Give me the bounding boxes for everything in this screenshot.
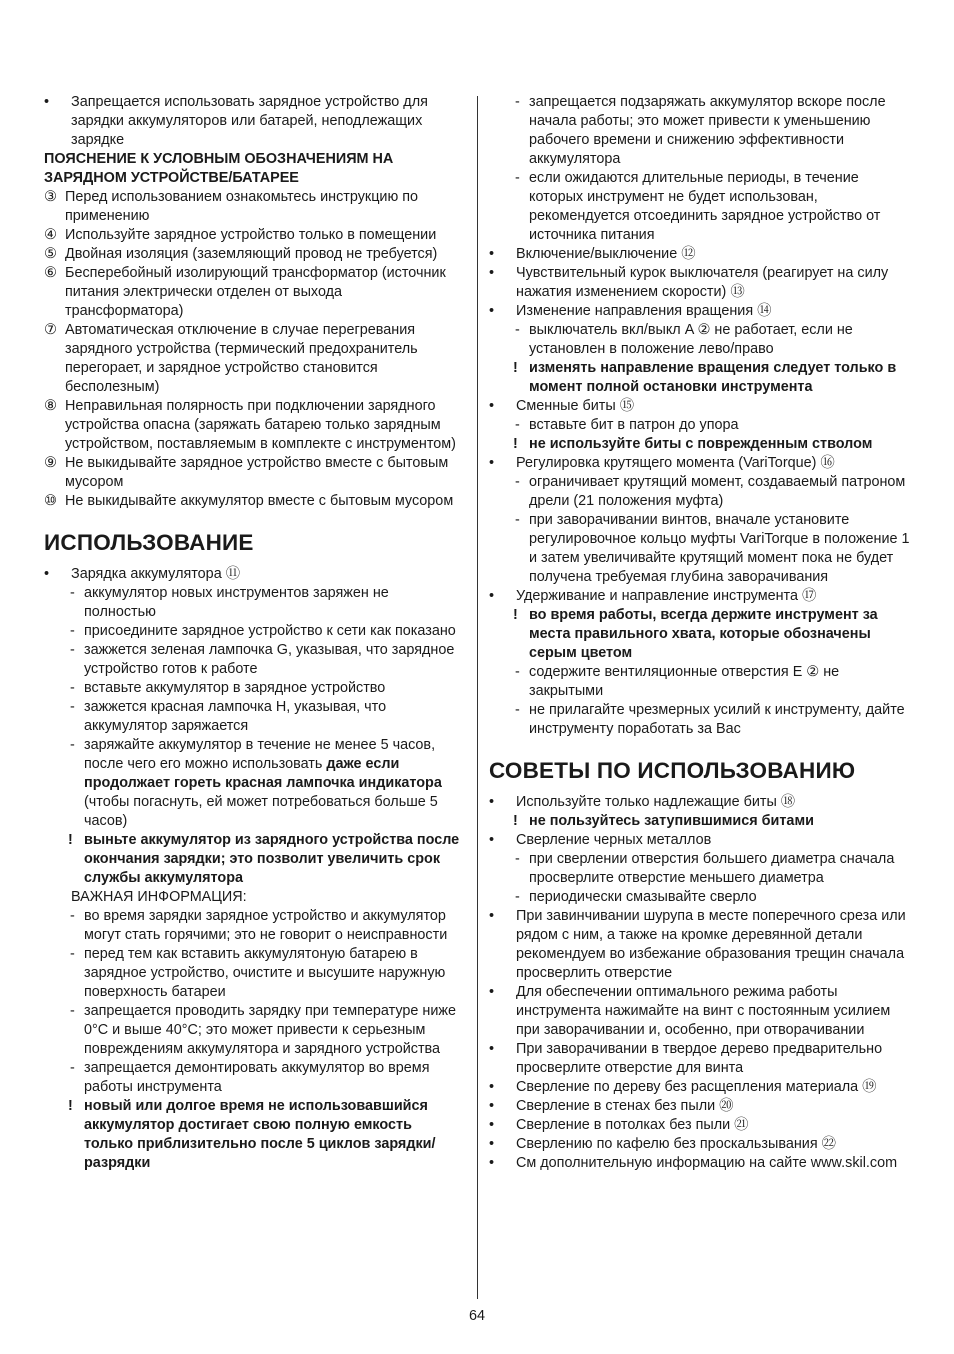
exclamation-marker: ! — [513, 813, 518, 829]
symbol-item: ⑥ Бесперебойный изолирующий трансформатор (источник питания электрически отделен от выхода трансформатора) — [44, 265, 446, 319]
section-title-tips: СОВЕТЫ ПО ИСПОЛЬЗОВАНИЮ — [489, 758, 856, 783]
bullet-marker: • — [489, 1041, 495, 1057]
bullet-marker: • — [489, 303, 495, 319]
list-item: • Изменение направления вращения ⑭ — [489, 303, 772, 319]
symbol-number: ⑤ — [44, 246, 57, 262]
sub-item: - заряжайте аккумулятор в течение не менее 5 часов, после чего его можно использовать даже если продолжает гореть красная лампочка индикатора (чтобы погаснуть, ей может потребоваться больше 5 часов) — [70, 737, 442, 829]
bullet-marker: • — [489, 984, 495, 1000]
sub-item: - запрещается проводить зарядку при температуре ниже 0°C и выше 40°C; это может привести к серьезным повреждениям аккумулятора и зарядного устройства — [70, 1003, 457, 1057]
sub-item: - перед тем как вставить аккумулятоную батарею в зарядное устройство, очистите и высушите наружную поверхность батареи — [70, 946, 446, 1000]
bullet-marker: • — [489, 398, 495, 414]
symbol-number: ⑥ — [44, 265, 57, 281]
list-item: • Сверление в потолках без пыли ㉑ — [489, 1117, 749, 1133]
list-item: • Запрещается использовать зарядное устройство для зарядки аккумуляторов или батарей, неподлежащих зарядке — [44, 94, 428, 148]
symbol-number: ③ — [44, 189, 57, 205]
dash-marker: - — [70, 642, 75, 658]
list-item: • При завинчивании шурупа в месте поперечного среза или рядом с ним, а также на кромке деревянной детали рекомендуем во избежание образования трещин сначала просверлить отверстие — [489, 908, 906, 981]
exclamation-marker: ! — [68, 832, 73, 848]
list-item: • Чувствительный курок выключателя (реагирует на силу нажатия изменением скорости) ⑬ — [489, 265, 889, 300]
bullet-marker: • — [489, 832, 495, 848]
bullet-marker: • — [44, 94, 50, 110]
bullet-marker: • — [44, 566, 50, 582]
list-item: • Сверление по дереву без расщепления материала ⑲ — [489, 1079, 877, 1095]
sub-item: - не прилагайте чрезмерных усилий к инструменту, дайте инструменту поработать за Вас — [515, 702, 905, 737]
dash-marker: - — [515, 851, 520, 867]
warning-item: ! выньте аккумулятор из зарядного устройства после окончания зарядки; это позволит увеличить срок службы аккумулятора — [68, 832, 460, 886]
symbol-item: ⑨ Не выкидывайте зарядное устройство вместе с бытовым мусором — [44, 455, 449, 490]
sub-item: - запрещается подзаряжать аккумулятор вскоре после начала работы; это может привести к уменьшению рабочего времени и снижению эффективности аккумулятора — [515, 94, 886, 167]
dash-marker: - — [515, 512, 520, 528]
page-number: 64 — [468, 1308, 485, 1324]
symbol-number: ⑩ — [44, 493, 57, 509]
symbol-item: ④ Используйте зарядное устройство только в помещении — [44, 227, 437, 243]
symbol-number: ④ — [44, 227, 57, 243]
list-item: • Включение/выключение ⑫ — [489, 246, 696, 262]
bullet-marker: • — [489, 908, 495, 924]
dash-marker: - — [70, 680, 75, 696]
warning-item: ! не используйте биты с поврежденным стволом — [513, 436, 873, 452]
section-title-usage: ИСПОЛЬЗОВАНИЕ — [44, 530, 254, 555]
symbol-number: ⑦ — [44, 322, 57, 338]
dash-marker: - — [70, 1003, 75, 1019]
list-item: • Сверление в стенах без пыли ⑳ — [489, 1098, 734, 1114]
warning-item: ! изменять направление вращения следует только в момент полной остановки инструмента — [513, 360, 897, 395]
column-divider — [477, 96, 478, 1299]
dash-marker: - — [70, 908, 75, 924]
warning-item: ! новый или долгое время не использовавшийся аккумулятор достигает свою полную емкость только приблизительно после 5 циклов зарядки/разрядки — [68, 1098, 436, 1171]
dash-marker: - — [70, 623, 75, 639]
important-label: ВАЖНАЯ ИНФОРМАЦИЯ: — [71, 889, 247, 905]
bullet-marker: • — [489, 1079, 495, 1095]
sub-item: - если ожидаются длительные периоды, в течение которых инструмент не будет использован, рекомендуется отсоединить зарядное устройство от источника питания — [515, 170, 881, 243]
bullet-marker: • — [489, 1136, 495, 1152]
bullet-marker: • — [489, 588, 495, 604]
dash-marker: - — [515, 702, 520, 718]
dash-marker: - — [70, 1060, 75, 1076]
sub-item: - выключатель вкл/выкл A ② не работает, если не установлен в положение лево/право — [515, 322, 853, 357]
symbol-item: ⑦ Автоматическая отключение в случае перегревания зарядного устройства (термический предохранитель перегорает, и зарядное устройство становится бесполезным) — [44, 322, 418, 395]
list-item: • Для обеспечении оптимального режима работы инструмента нажимайте на винт с постоянным усилием при заворачивании и, особенно, при отворачивании — [489, 984, 891, 1038]
bullet-marker: • — [489, 455, 495, 471]
list-item: • Используйте только надлежащие биты ⑱ — [489, 794, 796, 810]
sub-item: - содержите вентиляционные отверстия E ② не закрытыми — [515, 664, 840, 699]
list-item: • Регулировка крутящего момента (VariTorque) ⑯ — [489, 455, 835, 471]
sub-item: - зажжется зеленая лампочка G, указывая, что зарядное устройство готов к работе — [70, 642, 455, 677]
sub-item: - запрещается демонтировать аккумулятор во время работы инструмента — [70, 1060, 430, 1095]
dash-marker: - — [515, 94, 520, 110]
sub-item: - аккумулятор новых инструментов заряжен не полностью — [70, 585, 389, 620]
sub-item: - при заворачивании винтов, вначале установите регулировочное кольцо муфты VariTorque в положение 1 и затем увеличивайте крутящий момент пока не будет получена требуемая глубина заворачивания — [515, 512, 910, 585]
sub-item: - ограничивает крутящий момент, создаваемый патроном дрели (21 положения муфта) — [515, 474, 906, 509]
bullet-marker: • — [489, 246, 495, 262]
dash-marker: - — [515, 889, 520, 905]
list-item: • Сверление черных металлов — [489, 832, 712, 848]
list-item: • Сверлению по кафелю без проскальзывания ㉒ — [489, 1136, 836, 1152]
warning-item: ! не пользуйтесь затупившимися битами — [513, 813, 814, 829]
list-item: • См дополнительную информацию на сайте www.skil.com — [489, 1155, 898, 1171]
dash-marker: - — [515, 417, 520, 433]
sub-item: - зажжется красная лампочка H, указывая, что аккумулятор заряжается — [70, 699, 387, 734]
dash-marker: - — [515, 474, 520, 490]
warning-item: ! во время работы, всегда держите инструмент за места правильного хвата, которые обозначены серым цветом — [513, 607, 878, 661]
right-column — [489, 93, 914, 1173]
sub-item: - вставьте аккумулятор в зарядное устройство — [70, 680, 386, 696]
sub-item: - при сверлении отверстия большего диаметра сначала просверлите отверстие меньшего диаметра — [515, 851, 895, 886]
list-item: • Удерживание и направление инструмента ⑰ — [489, 588, 817, 604]
exclamation-marker: ! — [513, 607, 518, 623]
dash-marker: - — [515, 664, 520, 680]
symbol-item: ⑧ Неправильная полярность при подключении зарядного устройства опасна (заряжать батарею только зарядным устройством, поставляемым в комплекте с инструментом) — [44, 398, 456, 452]
symbol-number: ⑨ — [44, 455, 57, 471]
sub-item: - во время зарядки зарядное устройство и аккумулятор могут стать горячими; это не говорит о неисправности — [70, 908, 448, 943]
dash-marker: - — [70, 946, 75, 962]
bullet-marker: • — [489, 1098, 495, 1114]
exclamation-marker: ! — [513, 360, 518, 376]
sub-item: - присоедините зарядное устройство к сети как показано — [70, 623, 456, 639]
left-column — [44, 93, 464, 1173]
list-item: • Зарядка аккумулятора ⑪ — [44, 566, 241, 582]
symbol-item: ③ Перед использованием ознакомьтесь инструкцию по применению — [44, 189, 419, 224]
sub-item: - вставьте бит в патрон до упора — [515, 417, 739, 433]
dash-marker: - — [515, 322, 520, 338]
list-item: • Сменные биты ⑮ — [489, 398, 635, 414]
bullet-marker: • — [489, 1117, 495, 1133]
dash-marker: - — [70, 585, 75, 601]
exclamation-marker: ! — [513, 436, 518, 452]
symbol-item: ⑩ Не выкидывайте аккумулятор вместе с бытовым мусором — [44, 493, 454, 509]
symbol-item: ⑤ Двойная изоляция (заземляющий провод не требуется) — [44, 246, 438, 262]
bullet-marker: • — [489, 265, 495, 281]
list-item: • При заворачивании в твердое дерево предварительно просверлите отверстие для винта — [489, 1041, 883, 1076]
symbol-number: ⑧ — [44, 398, 57, 414]
exclamation-marker: ! — [68, 1098, 73, 1114]
dash-marker: - — [70, 699, 75, 715]
dash-marker: - — [70, 737, 75, 753]
symbols-heading: ПОЯСНЕНИЕ К УСЛОВНЫМ ОБОЗНАЧЕНИЯМ НА ЗАРЯДНОМ УСТРОЙСТВЕ/БАТАРЕЕ — [44, 151, 394, 186]
sub-item: - периодически смазывайте сверло — [515, 889, 757, 905]
dash-marker: - — [515, 170, 520, 186]
bullet-marker: • — [489, 794, 495, 810]
bullet-marker: • — [489, 1155, 495, 1171]
